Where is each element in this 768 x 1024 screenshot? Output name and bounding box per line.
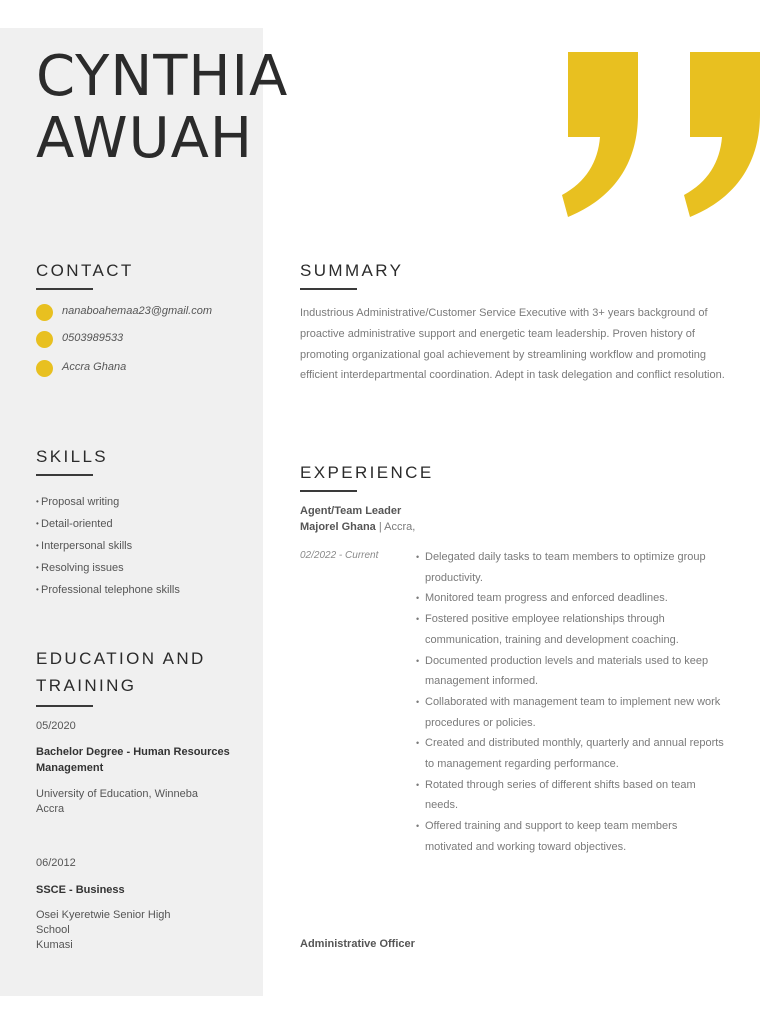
education-school xyxy=(36,908,206,953)
skill-item: • Interpersonal skills xyxy=(36,535,180,557)
duty-item: • Monitored team progress and enforced deadlines. xyxy=(416,588,726,609)
skill-item: • Detail-oriented xyxy=(36,513,180,535)
duty-item: • Collaborated with management team to implement new work procedures or policies. xyxy=(416,692,726,733)
skills-heading-rule xyxy=(36,474,93,476)
education-heading xyxy=(36,645,206,699)
education-degree: Bachelor Degree - Human Resources Management xyxy=(36,746,230,774)
education-school-city: Accra xyxy=(36,803,65,815)
phone-text: 0503989533 xyxy=(62,332,124,344)
company-location: Accra, xyxy=(384,521,416,533)
education-date: 06/2012 xyxy=(36,857,76,869)
contact-list xyxy=(36,304,236,375)
location-text: Accra Ghana xyxy=(62,361,127,373)
closing-quote-icon xyxy=(560,52,768,220)
duty-item: • Offered training and support to keep team members motivated and working toward objectives. xyxy=(416,816,726,857)
education-school xyxy=(36,787,246,817)
job-duties-list xyxy=(416,547,726,858)
duty-item: • Created and distributed monthly, quarterly and annual reports to management regarding performance. xyxy=(416,733,726,774)
skill-item: • Proposal writing xyxy=(36,491,180,513)
first-name: CYNTHIA xyxy=(36,44,289,109)
duty-item: • Documented production levels and materials used to keep management informed. xyxy=(416,651,726,692)
candidate-name xyxy=(36,46,288,170)
duty-item: • Delegated daily tasks to team members to optimize group productivity. xyxy=(416,547,726,588)
contact-heading: CONTACT xyxy=(36,261,134,280)
yellow-dot-icon xyxy=(36,360,53,377)
education-degree: SSCE - Business xyxy=(36,884,125,896)
skill-item: • Resolving issues xyxy=(36,557,180,579)
education-school-name: Osei Kyeretwie Senior High School xyxy=(36,909,171,936)
job-title: Agent/Team Leader xyxy=(300,505,402,517)
company-separator: | xyxy=(375,521,385,533)
email-text: nanaboahemaa23@gmail.com xyxy=(62,305,212,317)
education-school-city: Kumasi xyxy=(36,939,73,951)
company-name: Majorel Ghana xyxy=(300,521,376,533)
contact-phone xyxy=(36,331,236,346)
contact-email xyxy=(36,304,236,319)
summary-heading: SUMMARY xyxy=(300,261,404,280)
duty-item: • Fostered positive employee relationships through communication, training and development coaching. xyxy=(416,609,726,650)
experience-heading: EXPERIENCE xyxy=(300,463,434,482)
contact-heading-rule xyxy=(36,288,93,290)
last-name: AWUAH xyxy=(36,106,254,171)
job-dates: 02/2022 - Current xyxy=(300,550,379,561)
skills-heading: SKILLS xyxy=(36,447,109,466)
education-school-name: University of Education, Winneba xyxy=(36,788,199,800)
yellow-dot-icon xyxy=(36,304,53,321)
yellow-dot-icon xyxy=(36,331,53,348)
education-heading-line2: TRAINING xyxy=(36,676,137,695)
duty-item: • Rotated through series of different shifts based on team needs. xyxy=(416,775,726,816)
education-heading-rule xyxy=(36,705,93,707)
skill-item: • Professional telephone skills xyxy=(36,579,180,601)
education-heading-line1: EDUCATION AND xyxy=(36,649,206,668)
job-company-line xyxy=(300,521,415,533)
summary-heading-rule xyxy=(300,288,357,290)
job-title: Administrative Officer xyxy=(300,938,415,950)
skills-list xyxy=(36,491,180,601)
summary-text: Industrious Administrative/Customer Service Executive with 3+ years background of proactive administrative support and energetic team leadership. Proven history of promoting organizational goal achievement by streamlining workflow and promoting efficient interdepartmental coordination. Adept in task delegation and conflict resolution. xyxy=(300,307,725,382)
contact-location xyxy=(36,360,236,375)
education-date: 05/2020 xyxy=(36,720,76,732)
experience-heading-rule xyxy=(300,490,357,492)
